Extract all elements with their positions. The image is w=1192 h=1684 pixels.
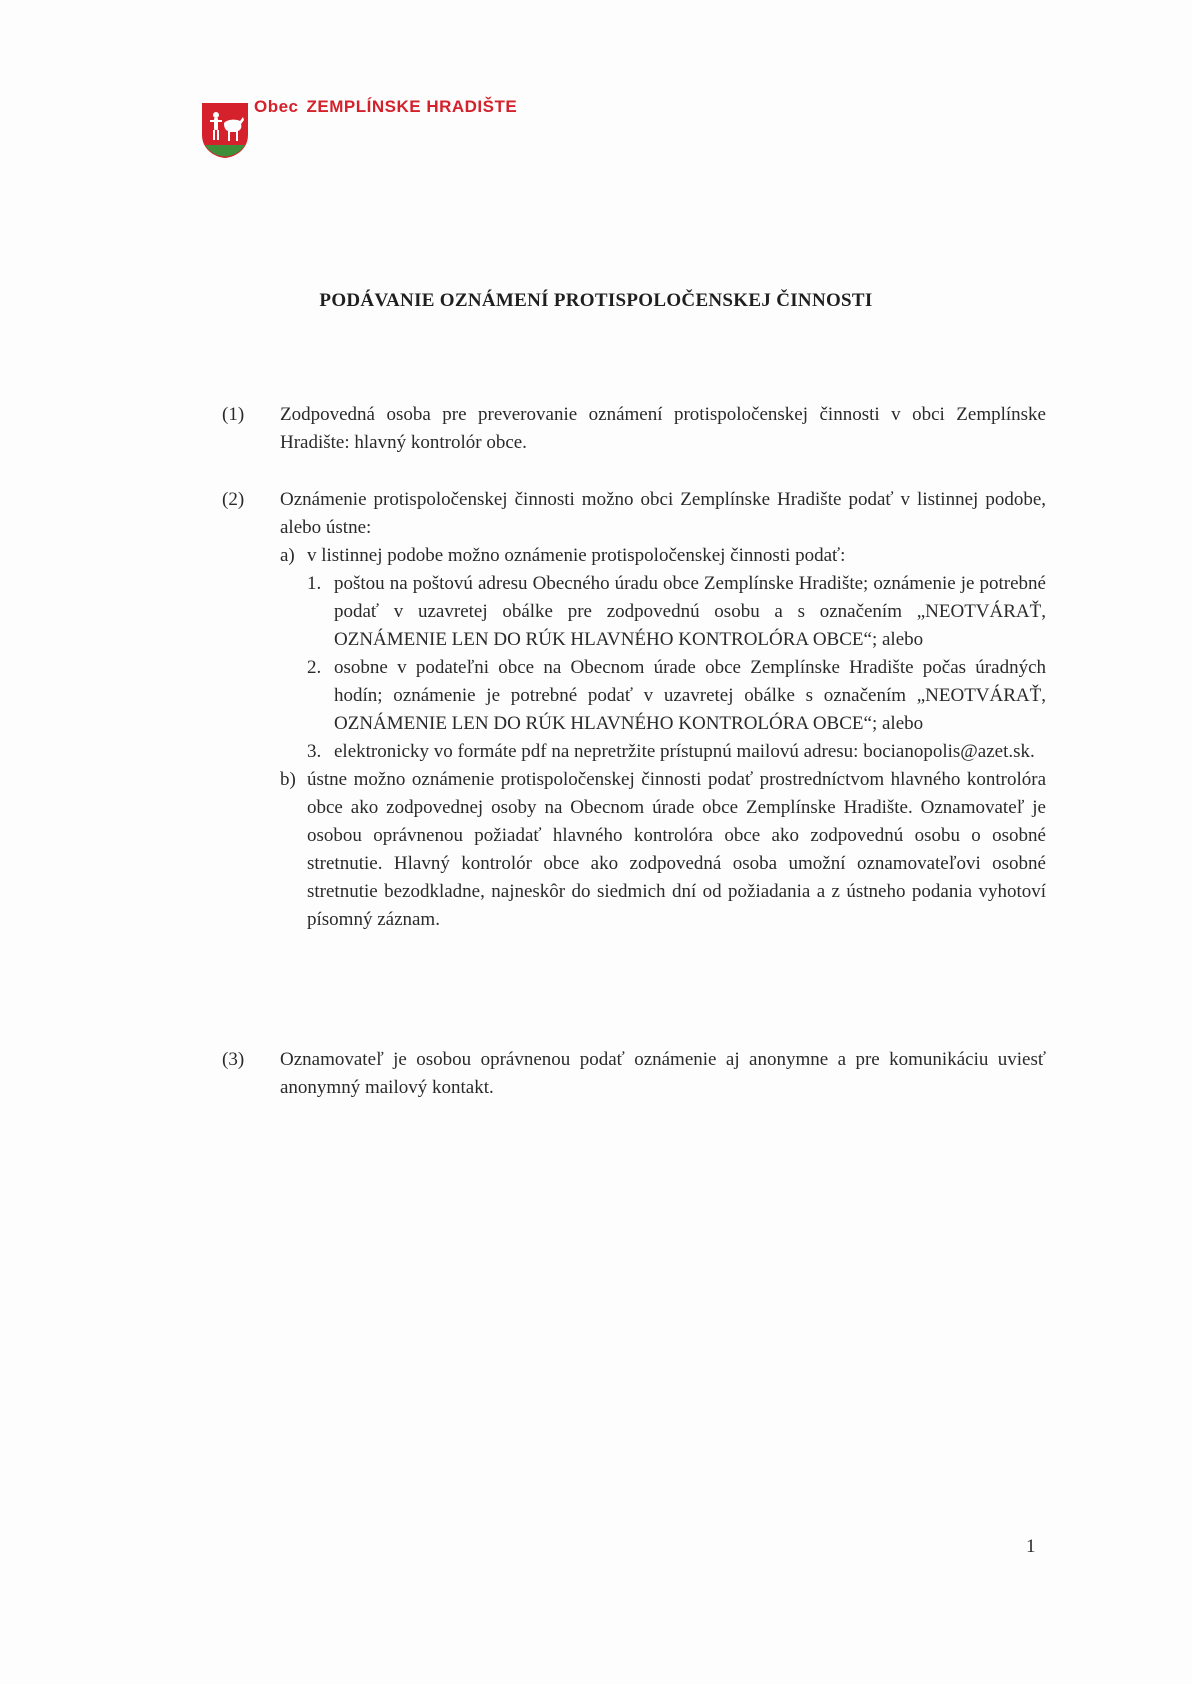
list-item-text: osobne v podateľni obce na Obecnom úrade obce Zemplínske Hradište počas úradných hodín; oznámenie je potrebné podať v uzavretej obálke s označením „NEOTVÁRAŤ, OZNÁMENIE LEN DO RÚK HLAVNÉHO KONTROLÓRA OBCE“; alebo: [334, 657, 1046, 734]
list-item-number: 2.: [307, 657, 322, 678]
paragraph-text: Oznamovateľ je osobou oprávnenou podať oznámenie aj anonymne a pre komunikáciu uviesť anonymný mailový kontakt.: [280, 1049, 1046, 1098]
subsection-a: [280, 542, 1046, 570]
list-item: [307, 654, 1046, 738]
list-item: [307, 738, 1046, 766]
paragraph-text: Oznámenie protispoločenskej činnosti možno obci Zemplínske Hradište podať v listinnej podobe, alebo ústne:: [280, 489, 1046, 538]
paragraph-text: Zodpovedná osoba pre preverovanie oznámení protispoločenskej činnosti v obci Zemplínske Hradište: hlavný kontrolór obce.: [280, 404, 1046, 453]
paragraph-1: [222, 401, 1046, 457]
paragraph-body: [280, 486, 1046, 934]
letterhead: [200, 97, 620, 163]
paragraph-number: (3): [222, 1049, 245, 1070]
list-item: [307, 570, 1046, 654]
municipality-prefix: Obec: [254, 97, 299, 116]
municipality-title: ZEMPLÍNSKE HRADIŠTE: [306, 97, 518, 116]
paragraph-2: [222, 486, 1046, 934]
municipality-name: [254, 97, 517, 117]
subsection-b: [280, 766, 1046, 934]
subsection-text: ústne možno oznámenie protispoločenskej činnosti podať prostredníctvom hlavného kontrolóra obce ako zodpovednej osoby na Obecnom úrade obce Zemplínske Hradište. Oznamovateľ je osobou oprávnenou požiadať hlavného kontrolóra obce ako zodpovednú osobu o osobné stretnutie. Hlavný kontrolór obce ako zodpovedná osoba umožní oznamovateľovi osobné stretnutie bezodkladne, najneskôr do siedmich dní od požiadania a z ústneho podania vyhotoví písomný záznam.: [307, 769, 1046, 930]
page-number: 1: [1026, 1536, 1036, 1557]
document-title: PODÁVANIE OZNÁMENÍ PROTISPOLOČENSKEJ ČINNOSTI: [319, 290, 873, 311]
subsection-label: b): [280, 769, 296, 790]
paragraph-3: [222, 1046, 1046, 1102]
subsection-text: v listinnej podobe možno oznámenie protispoločenskej činnosti podať:: [307, 545, 846, 566]
paragraph-number: (1): [222, 404, 245, 425]
list-item-number: 3.: [307, 741, 322, 762]
subsection-label: a): [280, 545, 295, 566]
list-item-number: 1.: [307, 573, 322, 594]
coat-of-arms-icon: [200, 101, 250, 159]
list-item-text: poštou na poštovú adresu Obecného úradu obce Zemplínske Hradište; oznámenie je potrebné podať v uzavretej obálke pre zodpovednú osobu a s označením „NEOTVÁRAŤ, OZNÁMENIE LEN DO RÚK HLAVNÉHO KONTROLÓRA OBCE“; alebo: [334, 573, 1046, 650]
list-item-text: elektronicky vo formáte pdf na nepretržite prístupnú mailovú adresu: bocianopolis@azet.sk.: [334, 741, 1035, 762]
paragraph-number: (2): [222, 489, 245, 510]
